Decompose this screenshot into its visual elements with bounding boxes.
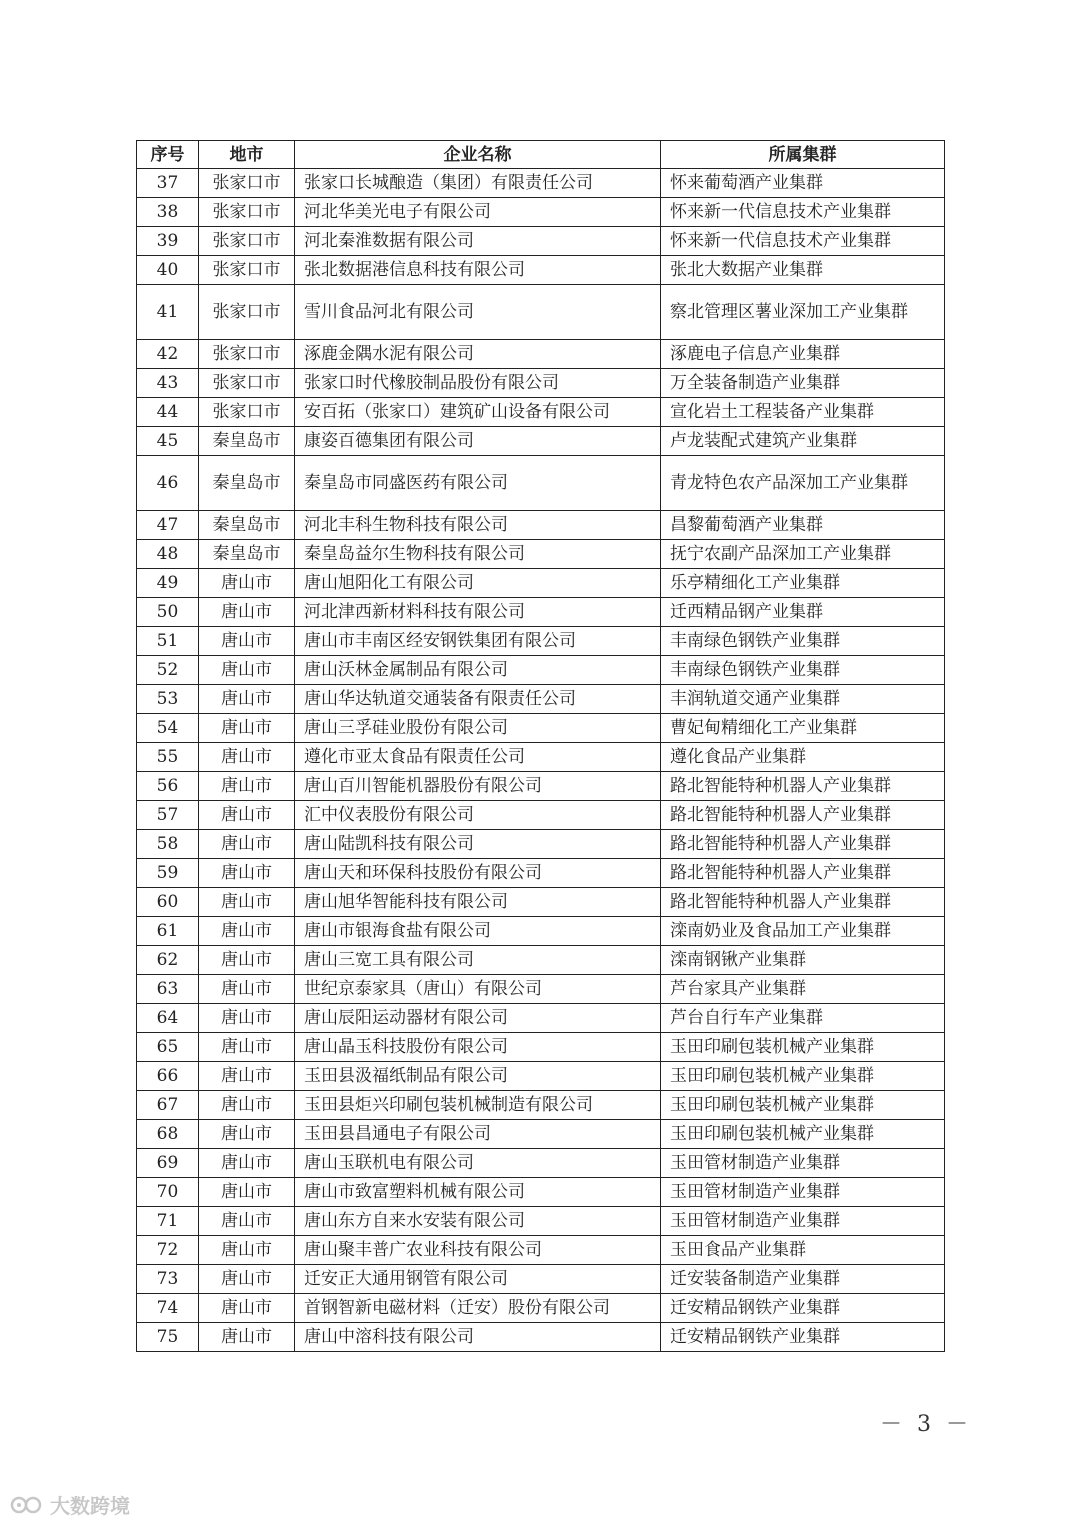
cell-city: 唐山市 bbox=[199, 1207, 295, 1236]
cell-company-name: 唐山市致富塑料机械有限公司 bbox=[295, 1178, 661, 1207]
cell-city: 唐山市 bbox=[199, 656, 295, 685]
cell-city: 唐山市 bbox=[199, 772, 295, 801]
cell-serial-number: 69 bbox=[137, 1149, 199, 1178]
cell-company-name: 秦皇岛市同盛医药有限公司 bbox=[295, 456, 661, 511]
cell-serial-number: 64 bbox=[137, 1004, 199, 1033]
table-row bbox=[137, 743, 945, 772]
table-row bbox=[137, 627, 945, 656]
cell-city: 唐山市 bbox=[199, 1294, 295, 1323]
cell-company-name: 迁安正大通用钢管有限公司 bbox=[295, 1265, 661, 1294]
cell-company-name: 河北丰科生物科技有限公司 bbox=[295, 511, 661, 540]
table-row bbox=[137, 1294, 945, 1323]
table-row bbox=[137, 1033, 945, 1062]
cell-city: 唐山市 bbox=[199, 830, 295, 859]
cell-company-name: 唐山市丰南区经安钢铁集团有限公司 bbox=[295, 627, 661, 656]
cell-company-name: 唐山玉联机电有限公司 bbox=[295, 1149, 661, 1178]
cell-serial-number: 43 bbox=[137, 369, 199, 398]
cell-company-name: 张家口时代橡胶制品股份有限公司 bbox=[295, 369, 661, 398]
table-row bbox=[137, 801, 945, 830]
cell-serial-number: 60 bbox=[137, 888, 199, 917]
cell-company-name: 唐山陆凯科技有限公司 bbox=[295, 830, 661, 859]
cell-serial-number: 72 bbox=[137, 1236, 199, 1265]
table-row bbox=[137, 540, 945, 569]
cell-city: 唐山市 bbox=[199, 1236, 295, 1265]
cell-cluster: 张北大数据产业集群 bbox=[661, 256, 945, 285]
table-row bbox=[137, 1004, 945, 1033]
cell-cluster: 怀来葡萄酒产业集群 bbox=[661, 169, 945, 198]
cell-company-name: 张家口长城酿造（集团）有限责任公司 bbox=[295, 169, 661, 198]
cell-serial-number: 75 bbox=[137, 1323, 199, 1352]
cell-company-name: 汇中仪表股份有限公司 bbox=[295, 801, 661, 830]
table-row bbox=[137, 1236, 945, 1265]
cell-city: 唐山市 bbox=[199, 569, 295, 598]
cell-company-name: 玉田县汲福纸制品有限公司 bbox=[295, 1062, 661, 1091]
cell-serial-number: 56 bbox=[137, 772, 199, 801]
cell-serial-number: 59 bbox=[137, 859, 199, 888]
cell-cluster: 迁西精品钢产业集群 bbox=[661, 598, 945, 627]
cell-cluster: 路北智能特种机器人产业集群 bbox=[661, 830, 945, 859]
table-row bbox=[137, 169, 945, 198]
table-row bbox=[137, 714, 945, 743]
cell-serial-number: 50 bbox=[137, 598, 199, 627]
cell-city: 唐山市 bbox=[199, 1091, 295, 1120]
cell-cluster: 乐亭精细化工产业集群 bbox=[661, 569, 945, 598]
cell-city: 张家口市 bbox=[199, 227, 295, 256]
cell-serial-number: 55 bbox=[137, 743, 199, 772]
cell-cluster: 路北智能特种机器人产业集群 bbox=[661, 859, 945, 888]
cell-serial-number: 66 bbox=[137, 1062, 199, 1091]
cell-serial-number: 74 bbox=[137, 1294, 199, 1323]
cell-serial-number: 51 bbox=[137, 627, 199, 656]
cell-cluster: 卢龙装配式建筑产业集群 bbox=[661, 427, 945, 456]
cell-cluster: 路北智能特种机器人产业集群 bbox=[661, 801, 945, 830]
cell-cluster: 丰南绿色钢铁产业集群 bbox=[661, 656, 945, 685]
cell-cluster: 涿鹿电子信息产业集群 bbox=[661, 340, 945, 369]
watermark bbox=[10, 1490, 130, 1519]
cell-company-name: 康姿百德集团有限公司 bbox=[295, 427, 661, 456]
cell-serial-number: 46 bbox=[137, 456, 199, 511]
cell-city: 唐山市 bbox=[199, 888, 295, 917]
cell-cluster: 万全装备制造产业集群 bbox=[661, 369, 945, 398]
cell-company-name: 秦皇岛益尔生物科技有限公司 bbox=[295, 540, 661, 569]
cell-city: 唐山市 bbox=[199, 1323, 295, 1352]
cell-serial-number: 44 bbox=[137, 398, 199, 427]
cell-city: 唐山市 bbox=[199, 946, 295, 975]
table-row bbox=[137, 227, 945, 256]
cell-serial-number: 53 bbox=[137, 685, 199, 714]
table-row bbox=[137, 598, 945, 627]
cell-cluster: 路北智能特种机器人产业集群 bbox=[661, 772, 945, 801]
cell-city: 唐山市 bbox=[199, 743, 295, 772]
cell-city: 唐山市 bbox=[199, 627, 295, 656]
cell-serial-number: 70 bbox=[137, 1178, 199, 1207]
cell-city: 唐山市 bbox=[199, 1149, 295, 1178]
table-row bbox=[137, 285, 945, 340]
table-row bbox=[137, 859, 945, 888]
table-row bbox=[137, 1149, 945, 1178]
cell-cluster: 芦台自行车产业集群 bbox=[661, 1004, 945, 1033]
cell-city: 唐山市 bbox=[199, 1265, 295, 1294]
table-row bbox=[137, 198, 945, 227]
table-row bbox=[137, 946, 945, 975]
cell-serial-number: 37 bbox=[137, 169, 199, 198]
cell-company-name: 唐山百川智能机器股份有限公司 bbox=[295, 772, 661, 801]
cell-cluster: 怀来新一代信息技术产业集群 bbox=[661, 198, 945, 227]
cell-serial-number: 67 bbox=[137, 1091, 199, 1120]
cell-cluster: 抚宁农副产品深加工产业集群 bbox=[661, 540, 945, 569]
cell-company-name: 首钢智新电磁材料（迁安）股份有限公司 bbox=[295, 1294, 661, 1323]
table-row bbox=[137, 427, 945, 456]
cell-company-name: 唐山三孚硅业股份有限公司 bbox=[295, 714, 661, 743]
cell-serial-number: 48 bbox=[137, 540, 199, 569]
table-row bbox=[137, 975, 945, 1004]
cell-serial-number: 40 bbox=[137, 256, 199, 285]
cell-company-name: 唐山辰阳运动器材有限公司 bbox=[295, 1004, 661, 1033]
cell-cluster: 遵化食品产业集群 bbox=[661, 743, 945, 772]
cell-city: 张家口市 bbox=[199, 169, 295, 198]
cell-company-name: 唐山天和环保科技股份有限公司 bbox=[295, 859, 661, 888]
table-row bbox=[137, 772, 945, 801]
cell-serial-number: 71 bbox=[137, 1207, 199, 1236]
cell-company-name: 世纪京泰家具（唐山）有限公司 bbox=[295, 975, 661, 1004]
header-company-name: 企业名称 bbox=[295, 141, 661, 169]
table-row bbox=[137, 1323, 945, 1352]
table-body bbox=[137, 169, 945, 1352]
cell-serial-number: 52 bbox=[137, 656, 199, 685]
table-row bbox=[137, 511, 945, 540]
cell-city: 张家口市 bbox=[199, 198, 295, 227]
cell-city: 张家口市 bbox=[199, 340, 295, 369]
cell-cluster: 玉田食品产业集群 bbox=[661, 1236, 945, 1265]
cell-city: 秦皇岛市 bbox=[199, 456, 295, 511]
cell-company-name: 河北华美光电子有限公司 bbox=[295, 198, 661, 227]
table-row bbox=[137, 1062, 945, 1091]
cell-serial-number: 61 bbox=[137, 917, 199, 946]
cell-company-name: 河北津西新材料科技有限公司 bbox=[295, 598, 661, 627]
table-row bbox=[137, 1178, 945, 1207]
header-city: 地市 bbox=[199, 141, 295, 169]
table-row bbox=[137, 340, 945, 369]
cell-city: 张家口市 bbox=[199, 398, 295, 427]
cell-serial-number: 45 bbox=[137, 427, 199, 456]
cell-serial-number: 65 bbox=[137, 1033, 199, 1062]
cell-company-name: 唐山中溶科技有限公司 bbox=[295, 1323, 661, 1352]
cell-city: 秦皇岛市 bbox=[199, 511, 295, 540]
cell-cluster: 丰润轨道交通产业集群 bbox=[661, 685, 945, 714]
cell-company-name: 张北数据港信息科技有限公司 bbox=[295, 256, 661, 285]
cell-serial-number: 68 bbox=[137, 1120, 199, 1149]
cell-serial-number: 39 bbox=[137, 227, 199, 256]
table-row bbox=[137, 456, 945, 511]
watermark-text: 大数跨境 bbox=[50, 1494, 130, 1518]
watermark-logo-icon bbox=[10, 1494, 44, 1516]
cell-serial-number: 42 bbox=[137, 340, 199, 369]
cell-serial-number: 47 bbox=[137, 511, 199, 540]
table-row bbox=[137, 917, 945, 946]
cell-cluster: 玉田管材制造产业集群 bbox=[661, 1149, 945, 1178]
cell-city: 张家口市 bbox=[199, 369, 295, 398]
cell-cluster: 宣化岩土工程装备产业集群 bbox=[661, 398, 945, 427]
cell-cluster: 玉田印刷包装机械产业集群 bbox=[661, 1091, 945, 1120]
cell-company-name: 唐山市银海食盐有限公司 bbox=[295, 917, 661, 946]
cell-serial-number: 54 bbox=[137, 714, 199, 743]
cell-city: 唐山市 bbox=[199, 801, 295, 830]
cell-company-name: 唐山三宽工具有限公司 bbox=[295, 946, 661, 975]
table-row bbox=[137, 1120, 945, 1149]
cell-city: 唐山市 bbox=[199, 685, 295, 714]
cell-serial-number: 38 bbox=[137, 198, 199, 227]
cell-city: 张家口市 bbox=[199, 285, 295, 340]
cell-cluster: 丰南绿色钢铁产业集群 bbox=[661, 627, 945, 656]
table-row bbox=[137, 656, 945, 685]
cell-city: 唐山市 bbox=[199, 1004, 295, 1033]
cell-cluster: 曹妃甸精细化工产业集群 bbox=[661, 714, 945, 743]
cell-cluster: 玉田印刷包装机械产业集群 bbox=[661, 1033, 945, 1062]
cell-company-name: 唐山旭阳化工有限公司 bbox=[295, 569, 661, 598]
cell-city: 唐山市 bbox=[199, 714, 295, 743]
header-serial-number: 序号 bbox=[137, 141, 199, 169]
cell-cluster: 察北管理区薯业深加工产业集群 bbox=[661, 285, 945, 340]
table-header-row bbox=[137, 141, 945, 169]
cell-company-name: 雪川食品河北有限公司 bbox=[295, 285, 661, 340]
cell-city: 唐山市 bbox=[199, 1062, 295, 1091]
header-cluster: 所属集群 bbox=[661, 141, 945, 169]
cell-company-name: 唐山晶玉科技股份有限公司 bbox=[295, 1033, 661, 1062]
cell-cluster: 迁安装备制造产业集群 bbox=[661, 1265, 945, 1294]
table-row bbox=[137, 685, 945, 714]
cell-cluster: 玉田印刷包装机械产业集群 bbox=[661, 1062, 945, 1091]
table-row bbox=[137, 1207, 945, 1236]
page-number: － 3 － bbox=[880, 1412, 972, 1437]
cell-cluster: 怀来新一代信息技术产业集群 bbox=[661, 227, 945, 256]
cell-company-name: 遵化市亚太食品有限责任公司 bbox=[295, 743, 661, 772]
cell-cluster: 玉田管材制造产业集群 bbox=[661, 1178, 945, 1207]
cell-company-name: 安百拓（张家口）建筑矿山设备有限公司 bbox=[295, 398, 661, 427]
cell-city: 秦皇岛市 bbox=[199, 540, 295, 569]
cell-cluster: 玉田印刷包装机械产业集群 bbox=[661, 1120, 945, 1149]
company-table bbox=[136, 140, 945, 1352]
cell-serial-number: 49 bbox=[137, 569, 199, 598]
cell-cluster: 迁安精品钢铁产业集群 bbox=[661, 1294, 945, 1323]
table-row bbox=[137, 830, 945, 859]
cell-city: 唐山市 bbox=[199, 859, 295, 888]
cell-serial-number: 73 bbox=[137, 1265, 199, 1294]
cell-cluster: 昌黎葡萄酒产业集群 bbox=[661, 511, 945, 540]
cell-company-name: 唐山东方自来水安装有限公司 bbox=[295, 1207, 661, 1236]
cell-city: 唐山市 bbox=[199, 1178, 295, 1207]
cell-company-name: 唐山华达轨道交通装备有限责任公司 bbox=[295, 685, 661, 714]
cell-city: 唐山市 bbox=[199, 975, 295, 1004]
table-row bbox=[137, 369, 945, 398]
cell-city: 唐山市 bbox=[199, 917, 295, 946]
cell-serial-number: 41 bbox=[137, 285, 199, 340]
cell-cluster: 迁安精品钢铁产业集群 bbox=[661, 1323, 945, 1352]
cell-cluster: 青龙特色农产品深加工产业集群 bbox=[661, 456, 945, 511]
table-row bbox=[137, 1091, 945, 1120]
cell-cluster: 路北智能特种机器人产业集群 bbox=[661, 888, 945, 917]
cell-serial-number: 63 bbox=[137, 975, 199, 1004]
cell-cluster: 玉田管材制造产业集群 bbox=[661, 1207, 945, 1236]
table-row bbox=[137, 888, 945, 917]
table-row bbox=[137, 1265, 945, 1294]
table-row bbox=[137, 256, 945, 285]
cell-city: 秦皇岛市 bbox=[199, 427, 295, 456]
cell-serial-number: 58 bbox=[137, 830, 199, 859]
cell-company-name: 玉田县昌通电子有限公司 bbox=[295, 1120, 661, 1149]
cell-company-name: 唐山沃林金属制品有限公司 bbox=[295, 656, 661, 685]
cell-city: 张家口市 bbox=[199, 256, 295, 285]
cell-serial-number: 57 bbox=[137, 801, 199, 830]
cell-cluster: 滦南钢锹产业集群 bbox=[661, 946, 945, 975]
cell-company-name: 涿鹿金隅水泥有限公司 bbox=[295, 340, 661, 369]
cell-company-name: 河北秦淮数据有限公司 bbox=[295, 227, 661, 256]
cell-cluster: 芦台家具产业集群 bbox=[661, 975, 945, 1004]
table-row bbox=[137, 569, 945, 598]
cell-serial-number: 62 bbox=[137, 946, 199, 975]
table-row bbox=[137, 398, 945, 427]
cell-city: 唐山市 bbox=[199, 1120, 295, 1149]
cell-company-name: 唐山旭华智能科技有限公司 bbox=[295, 888, 661, 917]
cell-company-name: 玉田县炬兴印刷包装机械制造有限公司 bbox=[295, 1091, 661, 1120]
cell-cluster: 滦南奶业及食品加工产业集群 bbox=[661, 917, 945, 946]
cell-company-name: 唐山聚丰普广农业科技有限公司 bbox=[295, 1236, 661, 1265]
cell-city: 唐山市 bbox=[199, 1033, 295, 1062]
cell-city: 唐山市 bbox=[199, 598, 295, 627]
